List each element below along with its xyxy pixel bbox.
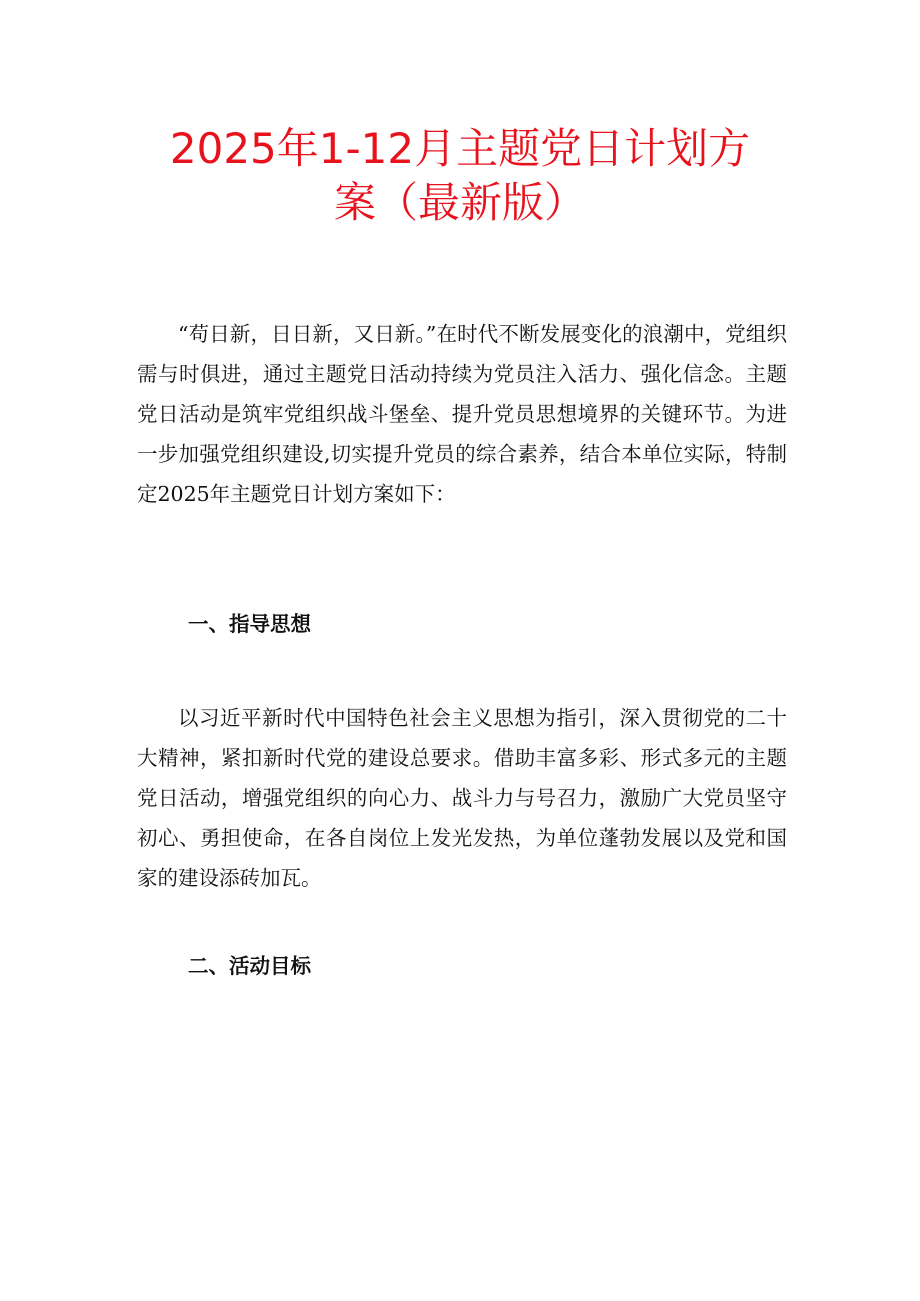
section-heading-guiding-ideology: 一、指导思想 <box>188 612 311 636</box>
section-heading-activity-goals: 二、活动目标 <box>188 954 311 978</box>
intro-paragraph: “苟日新，日日新，又日新。”在时代不断发展变化的浪潮中，党组织需与时俱进，通过主题党日活动持续为党员注入活力、强化信念。主题党日活动是筑牢党组织战斗堡垒、提升党员思想境界的关键环节。为进一步加强党组织建设,切实提升党员的综合素养，结合本单位实际，特制定2025年主题党日计划方案如下： <box>137 322 787 506</box>
document-title-line-1: 2025年1-12月主题党日计划方 <box>169 124 751 173</box>
document-title-line-2: 案（最新版） <box>333 178 586 227</box>
section-paragraph-guiding-ideology: 以习近平新时代中国特色社会主义思想为指引，深入贯彻党的二十大精神，紧扣新时代党的建设总要求。借助丰富多彩、形式多元的主题党日活动，增强党组织的向心力、战斗力与号召力，激励广大党员坚守初心、勇担使命，在各自岗位上发光发热，为单位蓬勃发展以及党和国家的建设添砖加瓦。 <box>137 706 787 890</box>
